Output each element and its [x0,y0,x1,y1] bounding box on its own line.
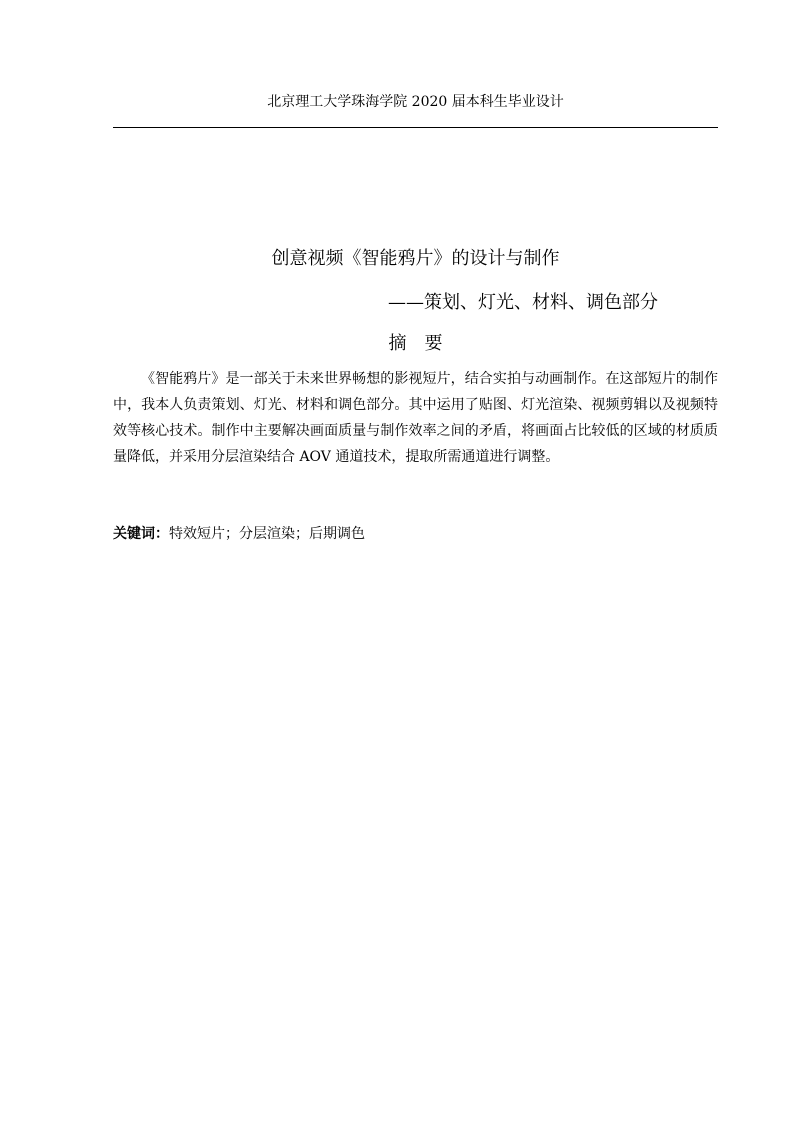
document-subtitle: ——策划、灯光、材料、调色部分 [388,292,658,313]
abstract-body: 《智能鸦片》是一部关于未来世界畅想的影视短片，结合实拍与动画制作。在这部短片的制作中，我本人负责策划、灯光、材料和调色部分。其中运用了贴图、灯光渲染、视频剪辑以及视频特效等核心技术。制作中主要解决画面质量与制作效率之间的矛盾，将画面占比较低的区域的材质质量降低，并采用分层渲染结合 AOV 通道技术，提取所需通道进行调整。 [113,371,718,465]
abstract-heading: 摘要 [388,333,461,354]
header-divider [113,127,718,128]
document-title: 创意视频《智能鸦片》的设计与制作 [271,248,560,269]
keywords-line [113,522,718,546]
page-header: 北京理工大学珠海学院 2020 届本科生毕业设计 [267,94,564,110]
keywords-label: 关键词： [113,526,169,542]
keywords-value: 特效短片；分层渲染；后期调色 [169,526,365,542]
